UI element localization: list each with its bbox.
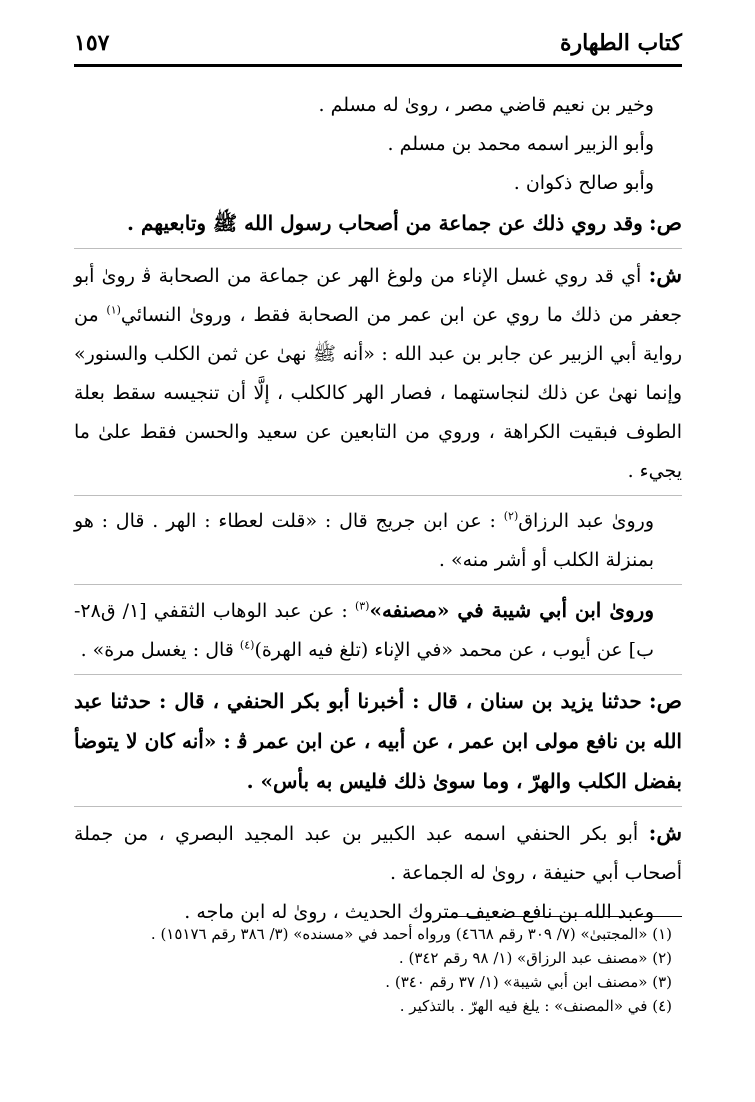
paragraph-8-text: حدثنا يزيد بن سنان ، قال : أخبرنا أبو بكر الحنفي ، قال : حدثنا عبد الله بن نافع مولى ابن عمر ، عن أبيه ، عن ابن عمر ﭬ : «أنه كان لا يتوضأ بفضل الكلب والهرّ ، وما سوىٰ ذلك فليس به بأس» . bbox=[74, 689, 682, 793]
divider bbox=[74, 584, 682, 585]
footnote-4: (٤) في «المصنف» : يلغ فيه الهرّ . بالتذكير . bbox=[399, 997, 672, 1015]
divider bbox=[74, 674, 682, 675]
book-title: كتاب الطهارة bbox=[559, 30, 682, 56]
shin-label: ش: bbox=[648, 820, 682, 845]
main-text bbox=[74, 86, 682, 932]
footnote-ref-1: (١) bbox=[106, 303, 121, 317]
footnote-rule bbox=[440, 916, 682, 917]
footnotes bbox=[74, 922, 682, 1018]
paragraph-9 bbox=[74, 813, 682, 893]
footnote-ref-2: (٢) bbox=[503, 509, 519, 523]
paragraph-5-text-b: من رواية أبي الزبير عن جابر بن عبد الله : «أنه ﷺ نهىٰ عن ثمن الكلب والسنور» وإنما نهىٰ عن ذلك لنجاستهما ، فصار الهر كالكلب ، إلَّا أن تنجيسه سقط بعلة الطوف فبقيت الكراهة ، وروي من التابعين عن سعيد والحسن فقط علىٰ ما يجيء . bbox=[74, 304, 682, 482]
paragraph-7-text-a: : عن عبد الوهاب الثقفي [١/ ق٢٨-ب] عن أيوب ، عن محمد «في الإناء (تلغ فيه الهرة) bbox=[74, 600, 654, 661]
sad-label: ص: bbox=[648, 688, 682, 713]
page-header bbox=[74, 28, 682, 60]
header-rule bbox=[74, 64, 682, 67]
footnote-2: (٢) «مصنف عبد الرزاق» (١/ ٩٨ رقم ٣٤٢) . bbox=[398, 949, 672, 967]
divider bbox=[74, 806, 682, 807]
paragraph-2: وأبو الزبير اسمه محمد بن مسلم . bbox=[387, 133, 654, 155]
page-number: ١٥٧ bbox=[74, 30, 110, 56]
shin-label: ش: bbox=[648, 262, 682, 287]
paragraph-6-text-a: وروىٰ عبد الرزاق bbox=[518, 510, 654, 532]
footnote-3: (٣) «مصنف ابن أبي شيبة» (١/ ٣٧ رقم ٣٤٠) . bbox=[385, 973, 672, 991]
paragraph-10: وعبد الله بن نافع ضعيف متروك الحديث ، روىٰ له ابن ماجه . bbox=[184, 901, 654, 923]
paragraph-5-text-a: أي قد روي غسل الإناء من ولوغ الهر عن جماعة من الصحابة ﭬ روىٰ أبو جعفر من ذلك ما روي عن ابن عمر من الصحابة فقط ، وروىٰ النسائي bbox=[74, 265, 682, 326]
paragraph-4 bbox=[74, 203, 682, 244]
divider bbox=[74, 495, 682, 496]
paragraph-6 bbox=[74, 502, 682, 580]
paragraph-7 bbox=[74, 591, 682, 670]
footnote-ref-4: (٤) bbox=[239, 638, 255, 652]
paragraph-7-text-b: قال : يغسل مرة» . bbox=[80, 639, 234, 661]
sad-label: ص: bbox=[648, 210, 682, 235]
paragraph-6-text-b: : عن ابن جريج قال : «قلت لعطاء : الهر . قال : هو بمنزلة الكلب أو أشر منه» . bbox=[74, 510, 654, 571]
divider bbox=[74, 248, 682, 249]
paragraph-5 bbox=[74, 255, 682, 491]
paragraph-4-text: وقد روي ذلك عن جماعة من أصحاب رسول الله ﷺ وتابعيهم . bbox=[127, 211, 643, 235]
paragraph-7-bold: وروىٰ ابن أبي شيبة في «مصنفه» bbox=[369, 598, 654, 622]
paragraph-8 bbox=[74, 681, 682, 802]
footnote-1: (١) «المجتبىٰ» (٧/ ٣٠٩ رقم ٤٦٦٨) ورواه أحمد في «مسنده» (٣/ ٣٨٦ رقم ١٥١٧٦) . bbox=[150, 925, 672, 943]
paragraph-3: وأبو صالح ذكوان . bbox=[513, 172, 654, 194]
footnote-ref-3: (٣) bbox=[354, 599, 370, 613]
paragraph-9-text: أبو بكر الحنفي اسمه عبد الكبير بن عبد المجيد البصري ، من جملة أصحاب أبي حنيفة ، روىٰ له الجماعة . bbox=[74, 823, 682, 884]
paragraph-1: وخير بن نعيم قاضي مصر ، روىٰ له مسلم . bbox=[318, 94, 654, 116]
